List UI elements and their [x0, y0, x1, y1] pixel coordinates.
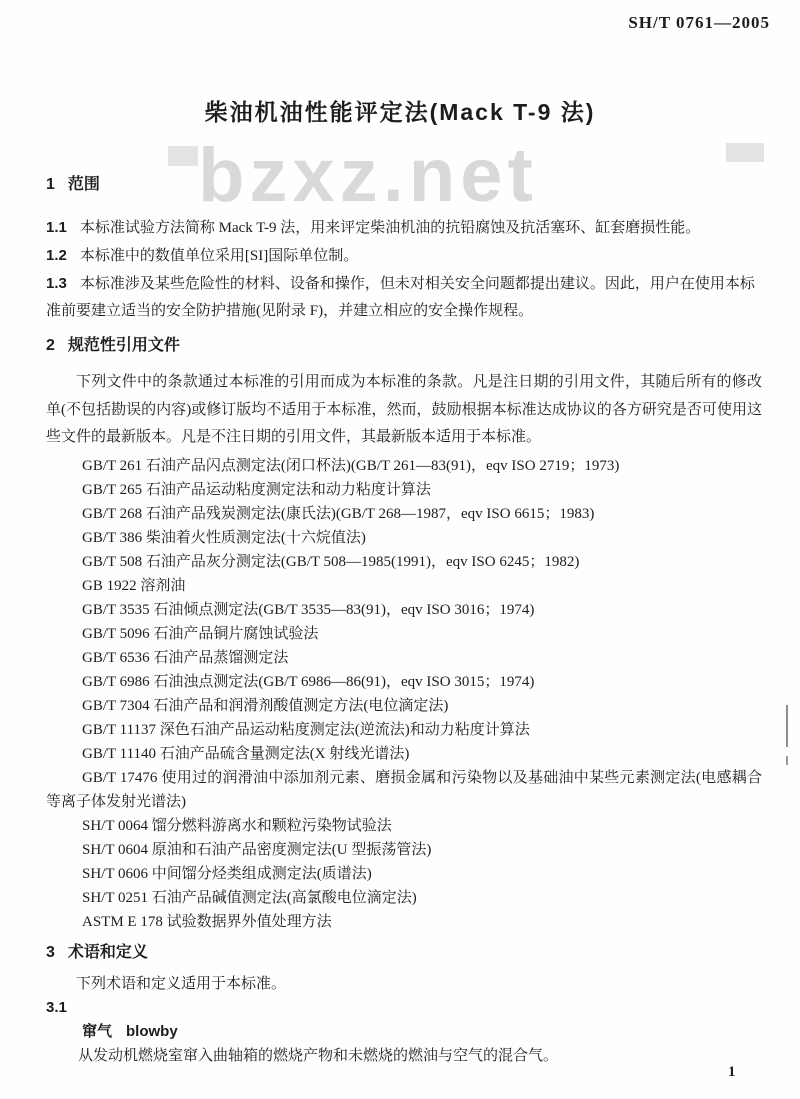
clause-1-1-number: 1.1 [46, 219, 67, 236]
term-definition: 从发动机燃烧室窜入曲轴箱的燃烧产物和未燃烧的燃油与空气的混合气。 [78, 1047, 559, 1064]
reference-item: GB/T 508 石油产品灰分测定法(GB/T 508—1985(1991)，eqv ISO 6245；1982) [82, 553, 580, 570]
section-1-title: 范围 [67, 176, 100, 193]
standard-number: SH/T 0761—2005 [628, 13, 770, 32]
scan-smudge-left [168, 146, 198, 166]
page-title: 柴油机油性能评定法(Mack T-9 法) [204, 99, 596, 125]
reference-item: GB/T 17476 使用过的润滑油中添加剂元素、磨损金属和污染物以及基础油中某些元素测定法(电感耦合等离子体发射光谱法) [46, 769, 762, 810]
reference-item: GB/T 11140 石油产品硫含量测定法(X 射线光谱法) [82, 745, 410, 762]
reference-item: SH/T 0064 馏分燃料游离水和颗粒污染物试验法 [82, 817, 392, 834]
reference-item: GB 1922 溶剂油 [82, 577, 186, 594]
clause-1-1 [46, 214, 762, 242]
reference-list [46, 454, 762, 934]
clause-1-1-text: 本标准试验方法简称 Mack T-9 法，用来评定柴油机油的抗铅腐蚀及抗活塞环、缸套磨损性能。 [79, 220, 701, 236]
section-2-heading [46, 337, 762, 355]
scan-margin-mark-small [786, 756, 788, 765]
section-3-number: 3 [46, 943, 55, 961]
scan-margin-mark [786, 705, 788, 747]
term-entry [46, 1020, 762, 1044]
section-3-heading [46, 944, 762, 962]
reference-item: GB/T 268 石油产品残炭测定法(康氏法)(GB/T 268—1987，eqv ISO 6615；1983) [82, 505, 595, 522]
section-1-heading [46, 176, 762, 194]
clause-1-2-text: 本标准中的数值单位采用[SI]国际单位制。 [79, 248, 359, 264]
section-2-title: 规范性引用文件 [67, 337, 180, 354]
reference-item: GB/T 386 柴油着火性质测定法(十六烷值法) [82, 529, 366, 546]
reference-item: SH/T 0604 原油和石油产品密度测定法(U 型振荡管法) [82, 841, 432, 858]
reference-item: GB/T 7304 石油产品和润滑剂酸值测定方法(电位滴定法) [82, 697, 449, 714]
section-1-number: 1 [46, 176, 55, 193]
section-2-number: 2 [46, 337, 55, 354]
reference-item: GB/T 5096 石油产品铜片腐蚀试验法 [82, 625, 319, 642]
section-3-title: 术语和定义 [67, 943, 148, 961]
reference-item: GB/T 6986 石油浊点测定法(GB/T 6986—86(91)，eqv ISO 3015；1974) [82, 673, 535, 690]
section-2-intro: 下列文件中的条款通过本标准的引用而成为本标准的条款。凡是注日期的引用文件，其随后所有的修改单(不包括勘误的内容)或修订版均不适用于本标准，然而，鼓励根据本标准达成协议的各方研究是否可使用这些文件的最新版本。凡是不注日期的引用文件，其最新版本适用于本标准。 [46, 374, 762, 445]
clause-1-3-number: 1.3 [46, 275, 67, 292]
reference-item: GB/T 261 石油产品闪点测定法(闭口杯法)(GB/T 261—83(91)，eqv ISO 2719；1973) [82, 457, 620, 474]
clause-1-3-text: 本标准涉及某些危险性的材料、设备和操作，但未对相关安全问题都提出建议。因此，用户在使用本标准前要建立适当的安全防护措施(见附录 F)，并建立相应的安全操作规程。 [46, 276, 755, 319]
term-english: blowby [126, 1022, 178, 1040]
reference-item: GB/T 3535 石油倾点测定法(GB/T 3535—83(91)，eqv ISO 3016；1974) [82, 601, 535, 618]
clause-1-2-number: 1.2 [46, 247, 67, 264]
reference-item: SH/T 0606 中间馏分烃类组成测定法(质谱法) [82, 865, 372, 882]
reference-item: GB/T 265 石油产品运动粘度测定法和动力粘度计算法 [82, 481, 431, 498]
watermark: bzxz.net [198, 133, 538, 218]
reference-item: GB/T 6536 石油产品蒸馏测定法 [82, 649, 289, 666]
clause-1-3 [46, 270, 762, 325]
scan-smudge-right [726, 143, 764, 162]
reference-item: GB/T 11137 深色石油产品运动粘度测定法(逆流法)和动力粘度计算法 [82, 721, 530, 738]
clause-1-2 [46, 242, 762, 270]
document-body [46, 176, 762, 1068]
reference-item: ASTM E 178 试验数据界外值处理方法 [82, 913, 332, 930]
term-number: 3.1 [46, 998, 67, 1016]
page-number: 1 [728, 1064, 736, 1080]
section-3-intro: 下列术语和定义适用于本标准。 [76, 975, 287, 992]
reference-item: SH/T 0251 石油产品碱值测定法(高氯酸电位滴定法) [82, 889, 417, 906]
term-chinese: 窜气 [82, 1022, 113, 1040]
